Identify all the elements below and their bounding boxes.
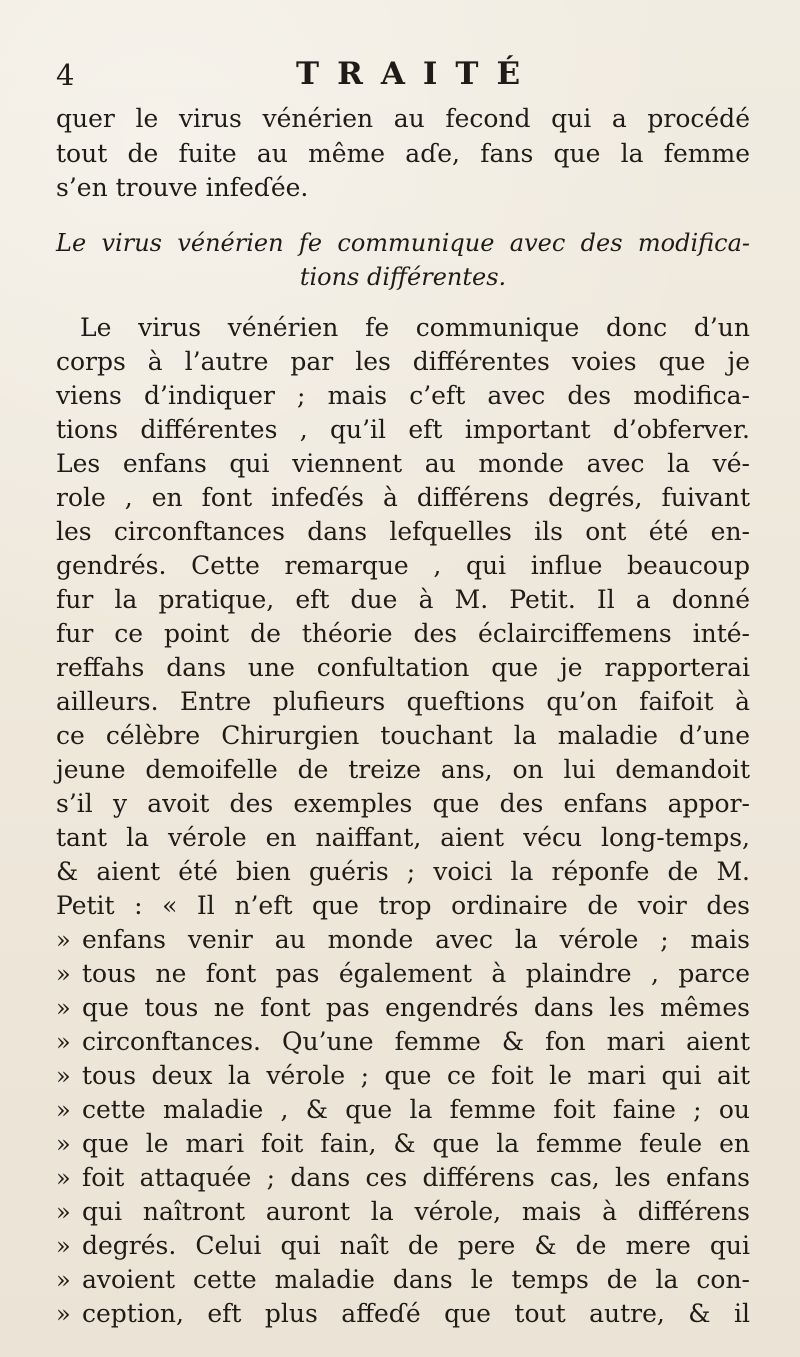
intro-line-1: quer le virus vénérien au fecond qui a procédé — [56, 104, 750, 133]
paragraph-line-4: tions différentes , qu’il eft important d’obferver. — [56, 415, 750, 444]
quote-mark-11: » — [56, 1266, 71, 1294]
paragraph-line-10: fur ce point de théorie des éclairciffemens inté- — [56, 619, 750, 648]
paragraph-line-13: ce célèbre Chirurgien touchant la maladie d’une — [56, 721, 750, 750]
paragraph-line-8: gendrés. Cette remarque , qui influe beaucoup — [56, 551, 750, 580]
intro-line-2: tout de fuite au même aɗe, fans que la femme — [56, 139, 750, 168]
intro-line-3: s’en trouve infeɗée. — [56, 173, 309, 202]
running-head: TRAITÉ — [296, 56, 539, 92]
quote-line-3: que tous ne font pas engendrés dans les mêmes — [82, 993, 750, 1022]
paragraph-line-9: fur la pratique, eft due à M. Petit. Il a donné — [56, 585, 750, 614]
quote-line-10: degrés. Celui qui naît de pere & de mere qui — [82, 1231, 750, 1260]
quote-line-4: circonftances. Qu’une femme & fon mari aient — [82, 1027, 750, 1056]
page-header — [56, 58, 746, 102]
paragraph-line-7: les circonftances dans lefquelles ils ont été en- — [56, 517, 750, 546]
quote-line-7: que le mari foit fain, & que la femme feule en — [82, 1129, 750, 1158]
paragraph-line-15: s’il y avoit des exemples que des enfans appor- — [56, 789, 750, 818]
paragraph-line-11: reffahs dans une confultation que je rapporterai — [56, 653, 750, 682]
paragraph-line-3: viens d’indiquer ; mais c’eft avec des modifica- — [56, 381, 750, 410]
quote-mark-2: » — [56, 960, 71, 988]
section-heading-line-2: tions différentes. — [299, 263, 507, 291]
paragraph-line-16: tant la vérole en naiffant, aient vécu long-temps, — [56, 823, 750, 852]
quote-mark-8: » — [56, 1164, 71, 1192]
quote-mark-10: » — [56, 1232, 71, 1260]
paragraph-line-17: & aient été bien guéris ; voici la réponfe de M. — [56, 857, 750, 886]
quote-mark-3: » — [56, 994, 71, 1022]
quote-line-1: enfans venir au monde avec la vérole ; mais — [82, 925, 750, 954]
quote-line-6: cette maladie , & que la femme foit faine ; ou — [82, 1095, 750, 1124]
quote-line-8: foit attaquée ; dans ces différens cas, les enfans — [82, 1163, 750, 1192]
quote-mark-1: » — [56, 926, 71, 954]
paragraph-line-18: Petit : « Il n’eft que trop ordinaire de voir des — [56, 891, 750, 920]
section-heading-line-1: Le virus vénérien fe communique avec des modifica- — [56, 229, 750, 257]
paragraph-line-14: jeune demoifelle de treize ans, on lui demandoit — [56, 755, 750, 784]
quote-mark-4: » — [56, 1028, 71, 1056]
paragraph-line-5: Les enfans qui viennent au monde avec la vé- — [56, 449, 750, 478]
quote-line-5: tous deux la vérole ; que ce foit le mari qui ait — [82, 1061, 750, 1090]
quote-line-9: qui naîtront auront la vérole, mais à différens — [82, 1197, 750, 1226]
paragraph-line-12: ailleurs. Entre plufieurs queftions qu’on faifoit à — [56, 687, 750, 716]
quote-mark-12: » — [56, 1300, 71, 1328]
page-number: 4 — [56, 58, 75, 92]
quote-mark-9: » — [56, 1198, 71, 1226]
quote-line-12: ception, eft plus affeɗé que tout autre, & il — [82, 1299, 750, 1328]
quote-mark-6: » — [56, 1096, 71, 1124]
paragraph-line-6: role , en font infeɗés à différens degrés, fuivant — [56, 483, 750, 512]
quote-line-11: avoient cette maladie dans le temps de la con- — [82, 1265, 750, 1294]
quote-mark-7: » — [56, 1130, 71, 1158]
paragraph-line-1: Le virus vénérien fe communique donc d’un — [80, 313, 750, 342]
paragraph-line-2: corps à l’autre par les différentes voies que je — [56, 347, 750, 376]
quote-mark-5: » — [56, 1062, 71, 1090]
quote-line-2: tous ne font pas également à plaindre , parce — [82, 959, 750, 988]
